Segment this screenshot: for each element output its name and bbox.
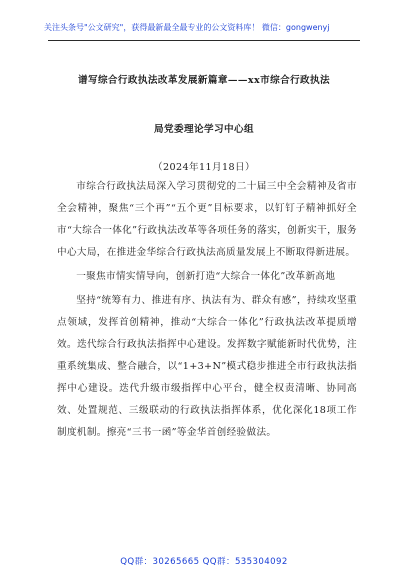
header-banner: 关注头条号"公文研究"，获得最新最全最专业的公文资料库！ 微信：gongwenyj	[44, 23, 330, 32]
header-divider	[48, 40, 360, 41]
document-date: （2024年11月18日）	[153, 162, 255, 173]
footer-contact: QQ群：30265665 QQ群：535304092	[120, 557, 288, 567]
body-paragraph: 市综合行政执法局深入学习贯彻党的二十届三中全会精神及省市全会精神，聚焦“三个再”“五个更”目标要求，以钉钉子精神抓好全市“大综合一体化”行政执法改革等各项任务的落实，创新实干，服务中心大局，在推进金华综合行政执法高质量发展上不断取得新进展。	[57, 181, 357, 258]
document-title: 谱写综合行政执法改革发展新篇章——xx市综合行政执法	[77, 75, 331, 86]
document-body	[57, 176, 357, 444]
body-paragraph: 坚持“统筹有力、推进有序、执法有为、群众有感”，持续攻坚重点领域，发挥首创精神，推动“大综合一体化”行政执法改革提质增效。迭代综合行政执法指挥中心建设。发挥数字赋能新时代优势，注重系统集成、整合融合，以“1+3+N”模式稳步推进全市行政执法指挥中心建设。迭代升级市级指挥中心平台，健全权责清晰、协同高效、处置规范、三级联动的行政执法指挥体系，优化深化18项工作制度机制。擦亮“三书一函”等金华首创经验做法。	[57, 295, 357, 438]
document-subtitle: 局党委理论学习中心组	[154, 124, 254, 135]
body-paragraph: 一聚焦市情实情导向，创新打造“大综合一体化”改革新高地	[76, 271, 336, 282]
